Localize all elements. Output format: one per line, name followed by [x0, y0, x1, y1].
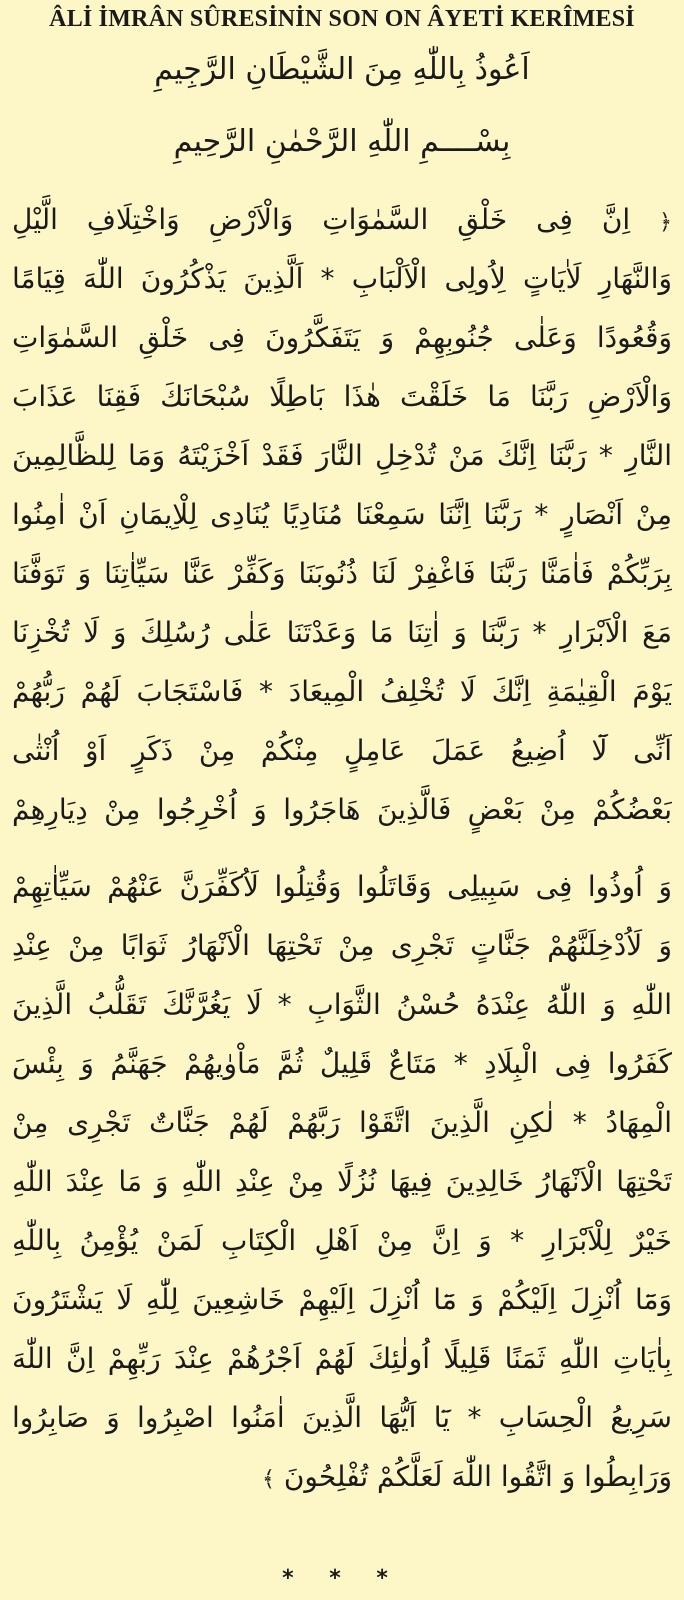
verse-line	[12, 603, 672, 662]
verse-line	[12, 662, 672, 721]
verse-line	[12, 249, 672, 308]
verse-line	[12, 1093, 672, 1152]
verse-line	[12, 1447, 672, 1506]
verse-line-text: اللّٰهِ وَ اللّٰهُ عِنْدَهُ حُسْنُ الثَّوَابِ * لَا يَغُرَّنَّكَ تَقَلُّبُ الَّذِينَ	[12, 988, 672, 1021]
verse-line-text: النَّارِ * رَبَّنَا اِنَّكَ مَنْ تُدْخِلِ النَّارَ فَقَدْ اَخْزَيْتَهُ وَمَا لِلظَّالِمِينَ	[12, 439, 672, 472]
verse-line	[12, 721, 672, 780]
verse-line-text: تَحْتِهَا الْاَنْهَارُ خَالِدِينَ فِيهَا نُزُلًا مِنْ عِنْدِ اللّٰهِ وَ مَا عِنْدَ اللّٰهِ	[12, 1165, 672, 1198]
verse-line	[12, 1211, 672, 1270]
closing-stars: * * *	[282, 1566, 402, 1591]
verse-line-text: بَعْضُكُمْ مِنْ بَعْضٍ فَالَّذِينَ هَاجَرُوا وَ اُخْرِجُوا مِنْ دِيَارِهِمْ	[12, 793, 672, 826]
verse-line-text: اَنِّى لَٓا اُضِيعُ عَمَلَ عَامِلٍ مِنْكُمْ مِنْ ذَكَرٍ اَوْ اُنْثٰى	[12, 734, 672, 767]
verse-line-text: بِرَبِّكُمْ فَاٰمَنَّا رَبَّنَا فَاغْفِرْ لَنَا ذُنُوبَنَا وَكَفِّرْ عَنَّا سَيِّاٰتِنَا وَ تَوَفَّنَا	[12, 557, 672, 590]
verse-line-text: اِنَّ فِى خَلْقِ السَّمٰوَاتِ وَالْاَرْضِ وَاخْتِلَافِ الَّيْلِ	[12, 203, 631, 236]
verse-line-text: خَيْرٌ لِلْاَبْرَارِ * وَ اِنَّ مِنْ اَهْلِ الْكِتَابِ لَمَنْ يُؤْمِنُ بِاللّٰهِ	[12, 1224, 672, 1257]
istiaze-line: اَعُوذُ بِاللّٰهِ مِنَ الشَّيْطَانِ الرَّجِيمِ	[154, 52, 530, 87]
verse-line	[12, 485, 672, 544]
verse-line	[12, 190, 672, 249]
verse-line	[12, 975, 672, 1034]
verse-line	[12, 916, 672, 975]
verse-line-text: وَرَابِطُوا وَ اتَّقُوا اللّٰهَ لَعَلَّكُمْ تُفْلِحُونَ	[283, 1460, 672, 1493]
verse-line-text: وَالْاَرْضِ رَبَّنَا مَا خَلَقْتَ هٰذَا بَاطِلًا سُبْحَانَكَ فَقِنَا عَذَابَ	[12, 380, 672, 413]
verse-line-text: يَوْمَ الْقِيٰمَةِ اِنَّكَ لَا تُخْلِفُ الْمِيعَادَ * فَاسْتَجَابَ لَهُمْ رَبُّهُمْ	[12, 675, 672, 708]
verse-line	[12, 544, 672, 603]
verse-line-text: وَقُعُودًا وَعَلٰى جُنُوبِهِمْ وَ يَتَفَكَّرُونَ فِى خَلْقِ السَّمٰوَاتِ	[12, 321, 672, 354]
basmala-line: بِسْــــمِ اللّٰهِ الرَّحْمٰنِ الرَّحِيمِ	[173, 124, 511, 159]
verse-line-text: مَعَ الْاَبْرَارِ * رَبَّنَا وَ اٰتِنَا مَا وَعَدْتَنَا عَلٰى رُسُلِكَ وَ لَا تُخْزِنَا	[12, 616, 672, 649]
verse-line	[12, 1329, 672, 1388]
verse-line-text: مِنْ اَنْصَارٍ * رَبَّنَا اِنَّنَا سَمِعْنَا مُنَادِيًا يُنَادِى لِلْاِيمَانِ اَنْ اٰمِنُوا	[12, 498, 672, 531]
verse-line	[12, 857, 672, 916]
opening-ornament-icon: ﴿	[659, 210, 672, 235]
verse-line	[12, 1152, 672, 1211]
verse-line-text: بِاٰيَاتِ اللّٰهِ ثَمَنًا قَلِيلًا اُولٰئِكَ لَهُمْ اَجْرُهُمْ عِنْدَ رَبِّهِمْ اِنَّ اللّٰهَ	[12, 1342, 672, 1375]
verse-line	[12, 1388, 672, 1447]
verse-line	[12, 1270, 672, 1329]
verse-line	[12, 780, 672, 839]
closing-ornament-icon: ﴾	[262, 1467, 275, 1492]
verse-line-text: الْمِهَادُ * لٰكِنِ الَّذِينَ اتَّقَوْا رَبَّهُمْ لَهُمْ جَنَّاتٌ تَجْرِى مِنْ	[12, 1106, 672, 1139]
verse-line	[12, 426, 672, 485]
verse-line-text: سَرِيعُ الْحِسَابِ * يَٓا اَيُّهَا الَّذِينَ اٰمَنُوا اصْبِرُوا وَ صَابِرُوا	[12, 1401, 672, 1434]
verse-line-text: وَمَٓا اُنْزِلَ اِلَيْكُمْ وَ مَٓا اُنْزِلَ اِلَيْهِمْ خَاشِعِينَ لِلّٰهِ لَا يَشْتَرُونَ	[12, 1283, 672, 1316]
verse-text-block	[12, 190, 672, 1506]
verse-line	[12, 367, 672, 426]
verse-line	[12, 1034, 672, 1093]
verse-line-text: وَالنَّهَارِ لَاٰيَاتٍ لِاُولِى الْاَلْبَابِ * اَلَّذِينَ يَذْكُرُونَ اللّٰهَ قِيَامًا	[12, 262, 672, 295]
verse-line-text: وَ اُوذُوا فِى سَبِيلِى وَقَاتَلُوا وَقُتِلُوا لَاُكَفِّرَنَّ عَنْهُمْ سَيِّاٰتِهِمْ	[12, 870, 672, 903]
verse-line-text: وَ لَاُدْخِلَنَّهُمْ جَنَّاتٍ تَجْرِى مِنْ تَحْتِهَا الْاَنْهَارُ ثَوَابًا مِنْ عِنْدِ	[12, 929, 672, 962]
verse-line-text: كَفَرُوا فِى الْبِلَادِ * مَتَاعٌ قَلِيلٌ ثُمَّ مَاْوٰيهُمْ جَهَنَّمُ وَ بِئْسَ	[12, 1047, 672, 1080]
verse-line	[12, 308, 672, 367]
page-title: ÂLİ İMRÂN SÛRESİNİN SON ON ÂYETİ KERÎMESİ	[49, 6, 635, 32]
